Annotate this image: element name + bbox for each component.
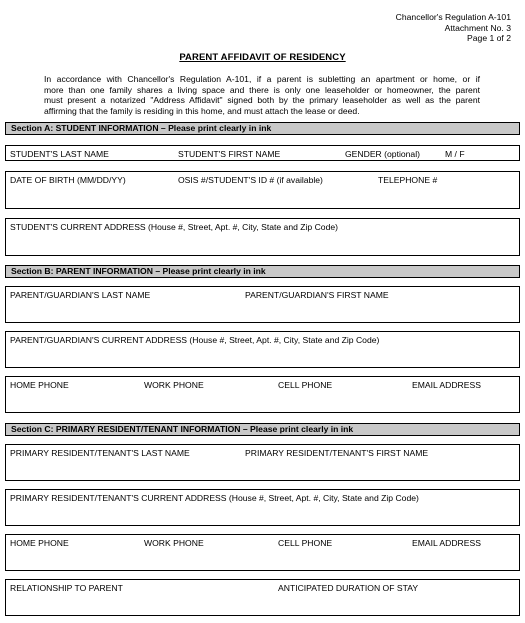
student-address-box[interactable]	[5, 218, 520, 256]
gender-label: GENDER (optional)	[345, 149, 420, 159]
student-first-name-label: STUDENT'S FIRST NAME	[178, 149, 281, 159]
student-last-name-label: STUDENT'S LAST NAME	[10, 149, 109, 159]
parent-address-box[interactable]	[5, 331, 520, 368]
regulation-number: Chancellor's Regulation A-101	[395, 12, 511, 22]
parent-address-label: PARENT/GUARDIAN'S CURRENT ADDRESS (House #, Street, Apt. #, City, State and Zip Code)	[10, 335, 380, 345]
tenant-relationship-row[interactable]	[5, 579, 520, 616]
parent-email-label: EMAIL ADDRESS	[412, 380, 481, 390]
student-details-row[interactable]	[5, 171, 520, 209]
intro-line: In accordance with Chancellor's Regulation A-101, if a parent is subletting an apartment or home, or if	[44, 74, 480, 84]
parent-name-row[interactable]	[5, 286, 520, 323]
parent-work-phone-label: WORK PHONE	[144, 380, 204, 390]
duration-label: ANTICIPATED DURATION OF STAY	[278, 583, 419, 593]
tenant-cell-phone-label: CELL PHONE	[278, 538, 333, 548]
tenant-contact-row[interactable]	[5, 534, 520, 571]
page-number: Page 1 of 2	[467, 33, 511, 43]
section-a-heading: Section A: STUDENT INFORMATION – Please print clearly in ink	[5, 122, 520, 135]
intro-line: affirming that the family is residing in this home, and must attach the lease or deed.	[44, 105, 360, 116]
section-c-heading: Section C: PRIMARY RESIDENT/TENANT INFORMATION – Please print clearly in ink	[5, 423, 520, 436]
parent-contact-row[interactable]	[5, 376, 520, 413]
relationship-label: RELATIONSHIP TO PARENT	[10, 583, 123, 593]
tenant-address-label: PRIMARY RESIDENT/TENANT'S CURRENT ADDRESS (House #, Street, Apt. #, City, State and Zip Code)	[10, 493, 419, 503]
gender-options: M / F	[445, 149, 465, 159]
dob-label: DATE OF BIRTH (MM/DD/YY)	[10, 175, 126, 185]
section-b-heading: Section B: PARENT INFORMATION – Please print clearly in ink	[5, 265, 520, 278]
intro-line: more than one family shares a living space and there is only one leaseholder or homeowner, the parent	[44, 84, 480, 95]
intro-paragraph	[44, 74, 480, 116]
document-title: PARENT AFFIDAVIT OF RESIDENCY	[179, 52, 346, 63]
osis-label: OSIS #/STUDENT'S ID # (if available)	[178, 175, 323, 185]
tenant-address-box[interactable]	[5, 489, 520, 526]
document-reference	[396, 12, 511, 44]
parent-last-name-label: PARENT/GUARDIAN'S LAST NAME	[10, 290, 151, 300]
parent-cell-phone-label: CELL PHONE	[278, 380, 333, 390]
tenant-name-row[interactable]	[5, 444, 520, 481]
attachment-number: Attachment No. 3	[444, 22, 511, 33]
tenant-home-phone-label: HOME PHONE	[10, 538, 69, 548]
tenant-work-phone-label: WORK PHONE	[144, 538, 204, 548]
student-address-label: STUDENT'S CURRENT ADDRESS (House #, Street, Apt. #, City, State and Zip Code)	[10, 222, 338, 232]
parent-first-name-label: PARENT/GUARDIAN'S FIRST NAME	[245, 290, 389, 300]
intro-line: must present a notarized "Address Affidavit" signed both by the primary leaseholder as well as the parent	[44, 95, 480, 106]
parent-home-phone-label: HOME PHONE	[10, 380, 69, 390]
tenant-email-label: EMAIL ADDRESS	[412, 538, 481, 548]
telephone-label: TELEPHONE #	[378, 175, 438, 185]
tenant-last-name-label: PRIMARY RESIDENT/TENANT'S LAST NAME	[10, 448, 190, 458]
student-name-row[interactable]	[5, 145, 520, 161]
tenant-first-name-label: PRIMARY RESIDENT/TENANT'S FIRST NAME	[245, 448, 429, 458]
